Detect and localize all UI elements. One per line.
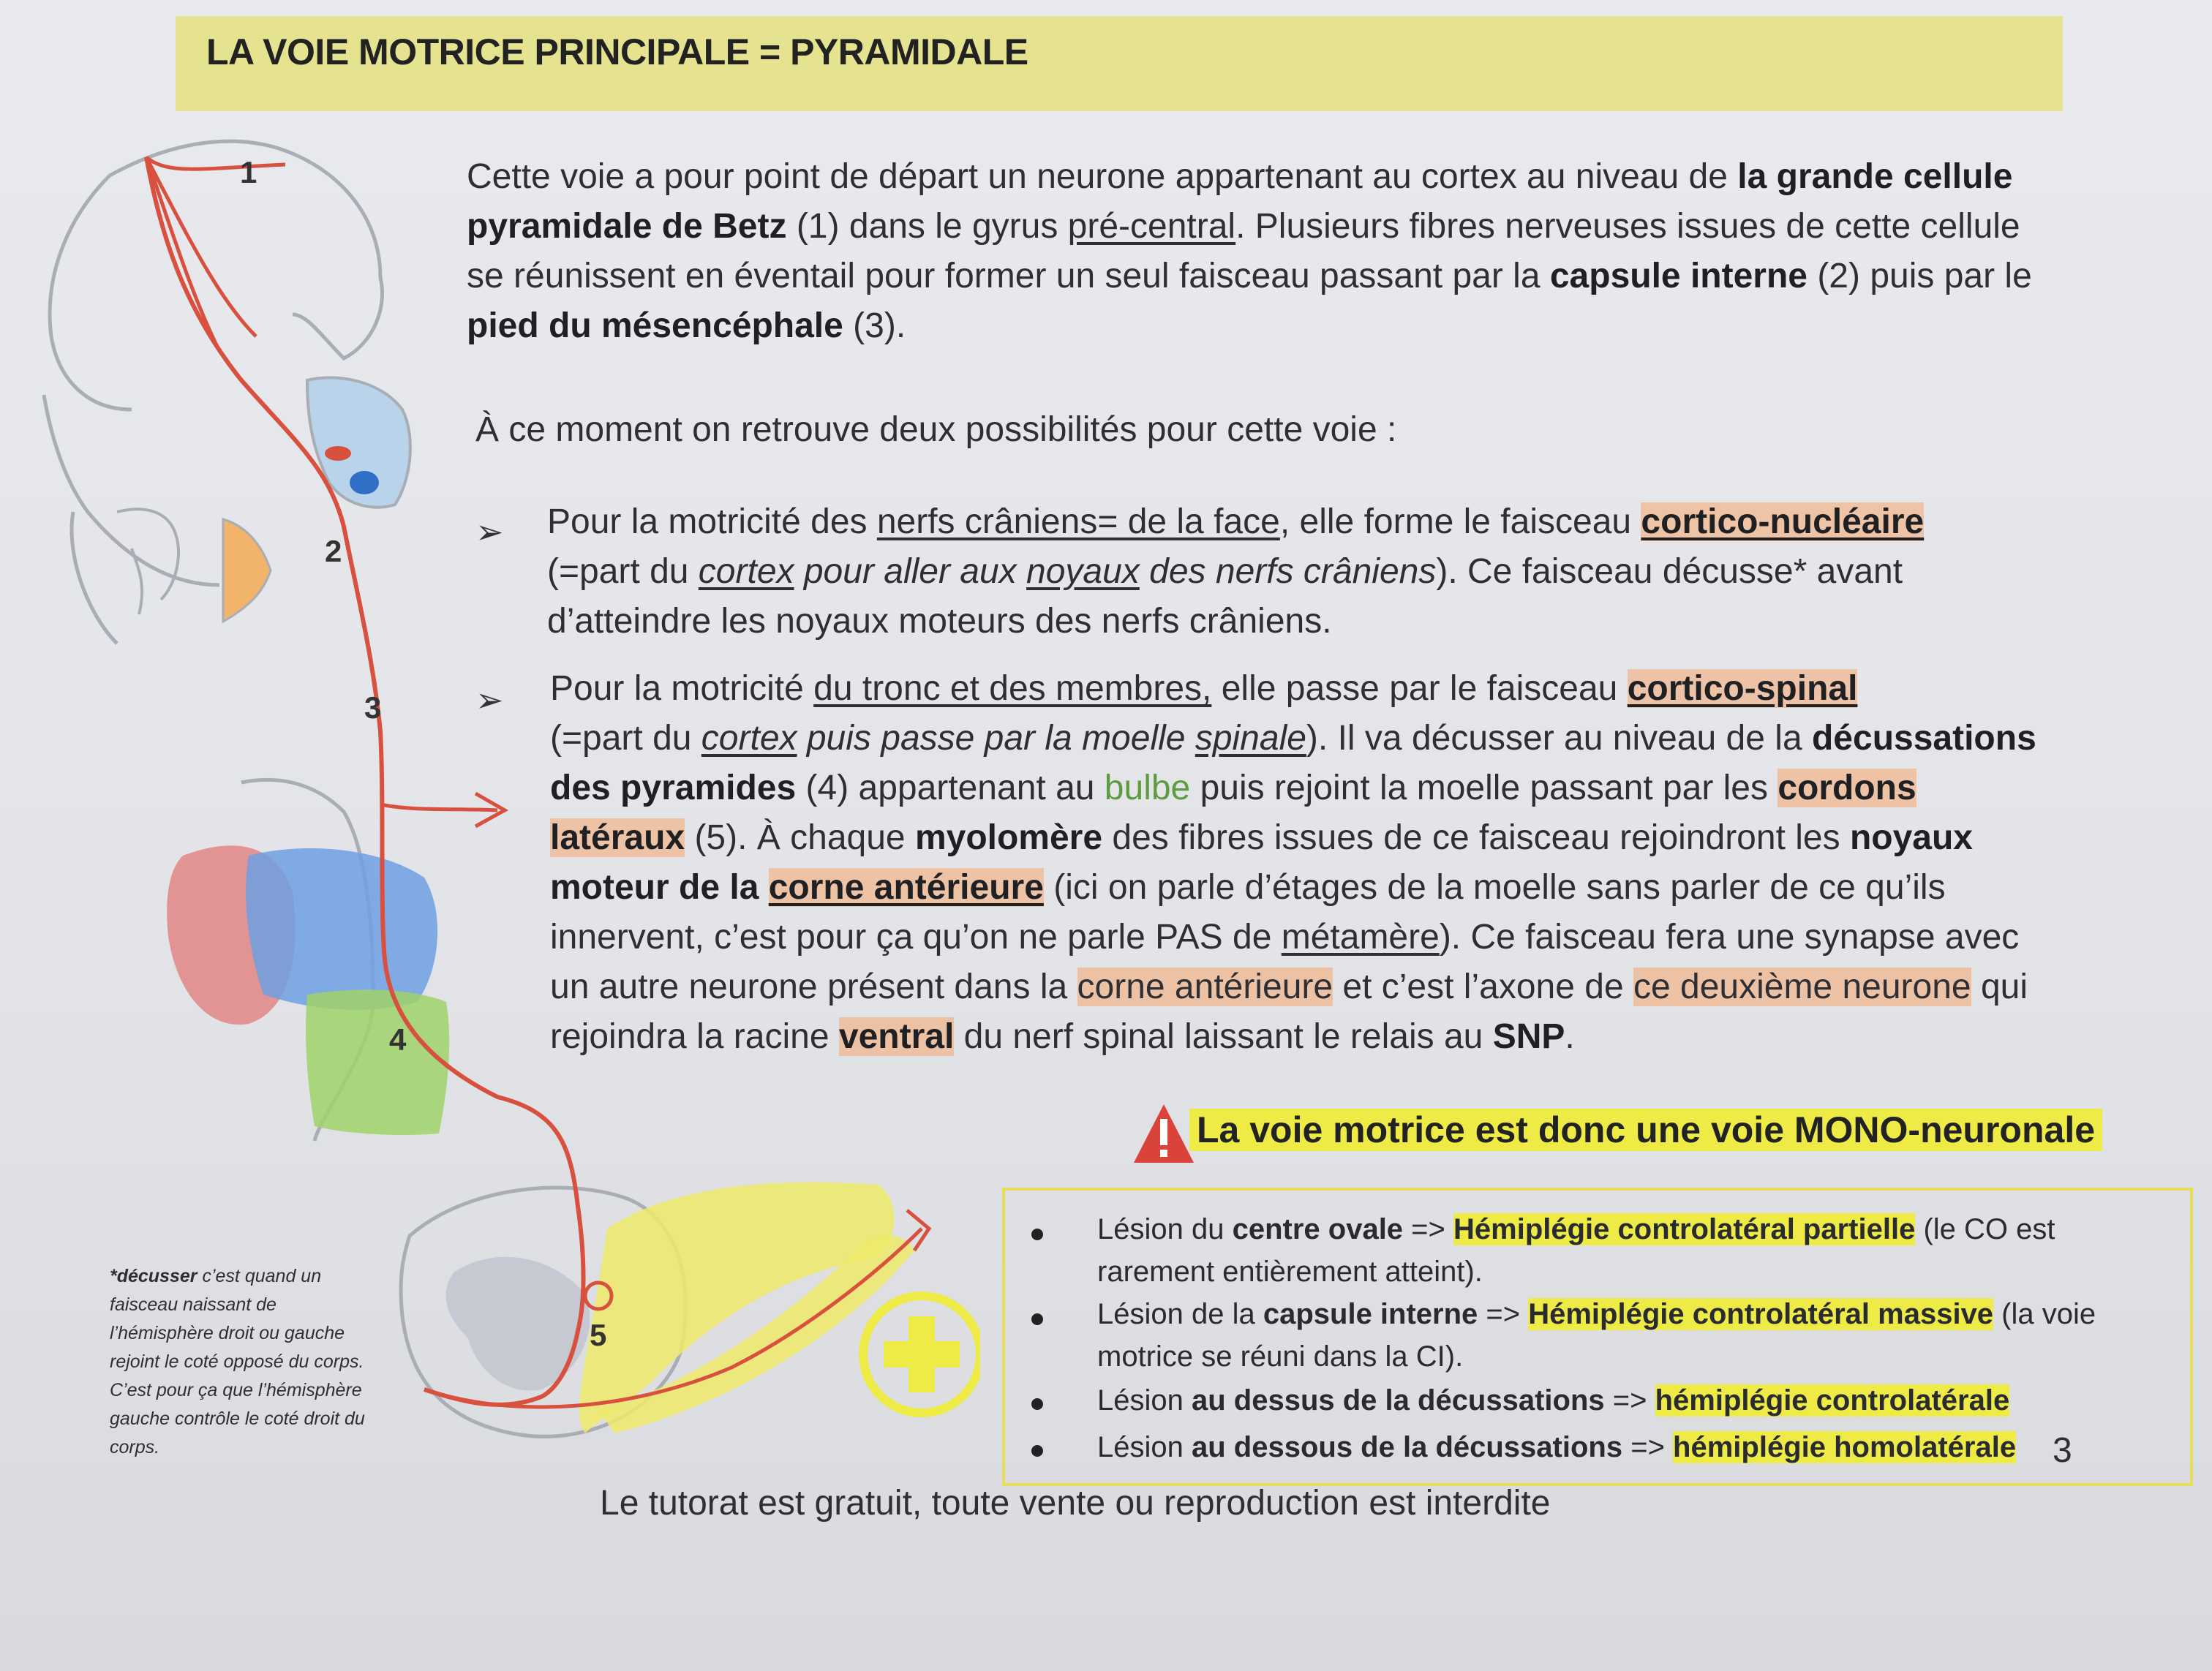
warning-triangle-icon [1132, 1103, 1195, 1164]
lesion-item-above-decussation: Lésion au dessus de la décussations => hémiplégie controlatérale [1097, 1384, 2010, 1417]
diagram-label-5: 5 [590, 1318, 607, 1352]
cortex-outline [50, 141, 382, 410]
two-possibilities-text: À ce moment on retrouve deux possibilités pour cette voie : [475, 410, 1397, 449]
bullet-arrow-icon: ➢ [475, 681, 504, 719]
footnote-decusser: *décusser c’est quand un faisceau naissant de l’hémisphère droit ou gauche rejoint le coté opposé du corps. C’est pour ça que l’hémisphère gauche contrôle le coté droit du corps. [110, 1266, 365, 1457]
cerebellum-blue-lobe [246, 848, 437, 1010]
diagram-label-4: 4 [389, 1022, 407, 1057]
plus-icon-horizontal [884, 1341, 960, 1368]
diagram-label-1: 1 [240, 155, 257, 189]
footer-disclaimer: Le tutorat est gratuit, toute vente ou reproduction est interdite [600, 1484, 1551, 1523]
diagram-label-3: 3 [364, 690, 382, 725]
lesion-item-below-decussation: Lésion au dessous de la décussations => hémiplégie homolatérale [1097, 1431, 2017, 1463]
mono-neuronal-warning: La voie motrice est donc une voie MONO-neuronale [1189, 1109, 2102, 1151]
ventricle-outline [117, 509, 178, 614]
list-bullet [1031, 1445, 1043, 1457]
diagram-label-2: 2 [325, 534, 342, 568]
page-title: LA VOIE MOTRICE PRINCIPALE = PYRAMIDALE [206, 31, 1028, 72]
list-bullet [1031, 1398, 1043, 1410]
medulla-green-region [306, 989, 449, 1135]
bullet-arrow-icon: ➢ [475, 513, 504, 551]
hemisphere-inner-outline [44, 395, 219, 644]
thalamus-red-spot [325, 446, 351, 461]
page-number: 3 [2053, 1431, 2072, 1470]
cortico-nuclear-branch-red [380, 793, 505, 826]
basal-ganglia-orange [223, 519, 271, 622]
bullet-cortico-spinal: Pour la motricité du tronc et des membres, elle passe par le faisceau cortico-spinal (=part du cortex puis passe par la moelle spinale). Il va décusser au niveau de la décussations des pyramides (4) appartenant au bulbe puis rejoint la moelle passant par les cordons latéraux (5). À chaque myolomère des fibres issues de ce faisceau rejoindront les noyaux moteur de la corne antérieure (ici on parle d’étages de la moelle sans parler de ce qu’ils innervent, c’est pour ça qu’on ne parle PAS de métamère). Ce faisceau fera une synapse avec un autre neurone présent dans la corne antérieure et c’est l’axone de ce deuxième neurone qui rejoindra la racine ventral du nerf spinal laissant le relais au SNP. [550, 669, 2036, 1056]
grey-matter [446, 1257, 590, 1391]
intro-paragraph: Cette voie a pour point de départ un neurone appartenant au cortex au niveau de la grande cellule pyramidale de Betz (1) dans le gyrus pré-central. Plusieurs fibres nerveuses issues de cette cellule se réunissent en éventail pour former un seul faisceau passant par la capsule interne (2) puis par le pied du mésencéphale (3). [467, 157, 2032, 345]
list-bullet [1031, 1229, 1043, 1240]
list-bullet [1031, 1313, 1043, 1325]
thalamus-blue-spot [350, 471, 379, 494]
bullet-cortico-nuclear: Pour la motricité des nerfs crâniens= de la face, elle forme le faisceau cortico-nucléaire (=part du cortex pour aller aux noyaux des nerfs crâniens). Ce faisceau décusse* avant d’atteindre les noyaux moteurs des nerfs crâniens. [547, 502, 1925, 641]
pyramidal-fan-red [146, 157, 285, 351]
lesion-item-centre-ovale: Lésion du centre ovale => Hémiplégie controlatéral partielle (le CO est rarement entièrement atteint). [1097, 1213, 2055, 1288]
lesion-item-capsule-interne: Lésion de la capsule interne => Hémiplégie controlatéral massive (la voie motrice se réuni dans la CI). [1097, 1298, 2096, 1373]
